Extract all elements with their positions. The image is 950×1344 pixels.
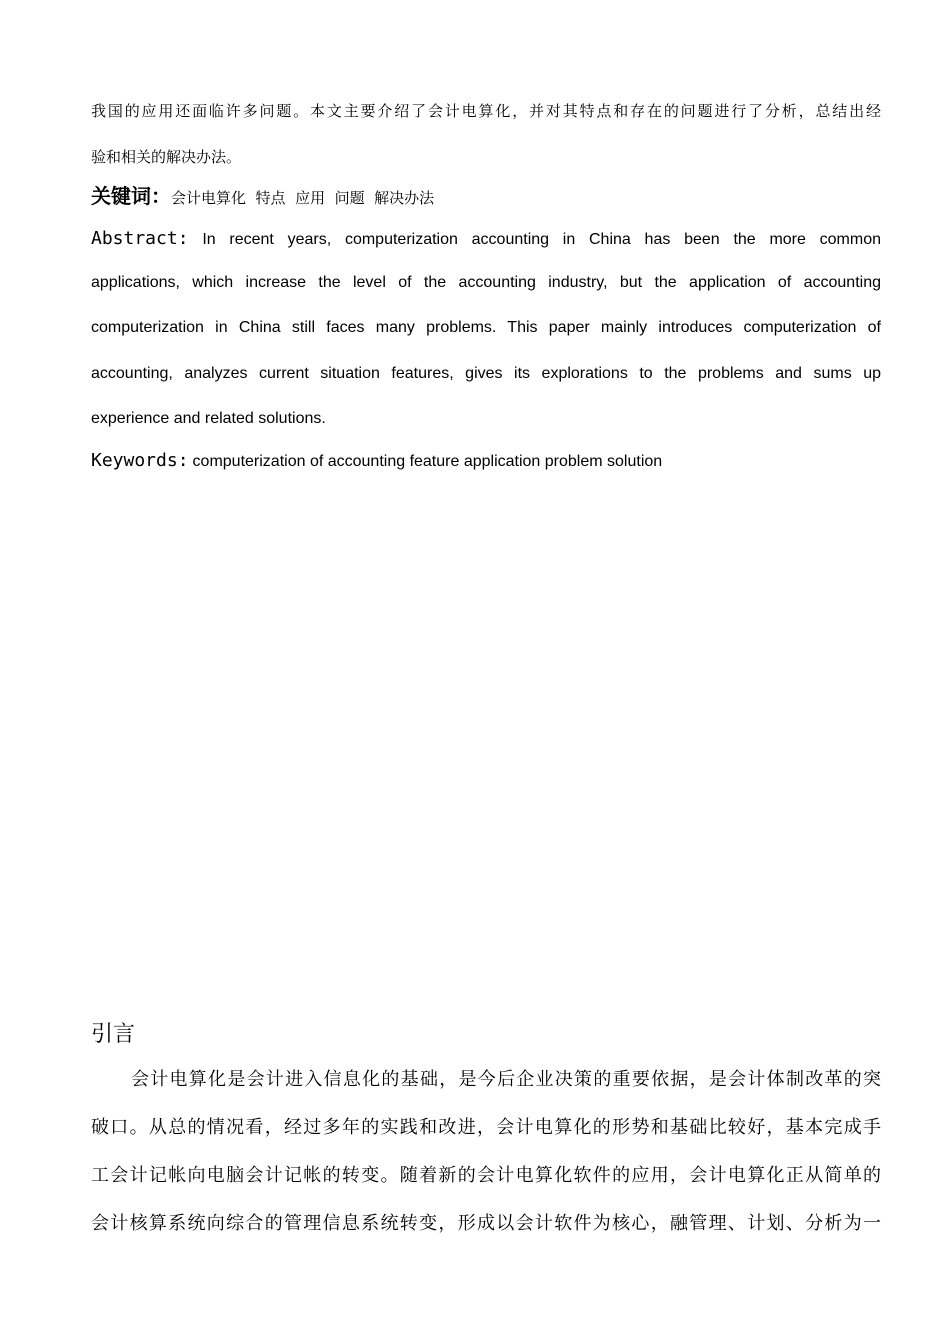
keywords-zh-label: 关键词： — [91, 184, 171, 208]
section-heading: 引言 — [91, 1022, 136, 1047]
abstract-en-line: applications, which increase the level of the accounting industry, but the application of accounting — [91, 274, 881, 291]
intro-paragraph-line: 工会计记帐向电脑会计记帐的转变。随着新的会计电算化软件的应用，会计电算化正从简单的 — [91, 1165, 881, 1186]
intro-paragraph-line: 会计电算化是会计进入信息化的基础，是今后企业决策的重要依据，是会计体制改革的突 — [131, 1069, 881, 1090]
keywords-en-value: computerization of accounting feature application problem solution — [192, 453, 663, 470]
intro-paragraph-line: 会计核算系统向综合的管理信息系统转变，形成以会计软件为核心，融管理、计划、分析为一 — [91, 1213, 881, 1234]
keywords-zh — [91, 180, 434, 209]
abstract-zh-line: 我国的应用还面临许多问题。本文主要介绍了会计电算化，并对其特点和存在的问题进行了分析，总结出经 — [91, 102, 881, 120]
abstract-en-line: accounting, analyzes current situation features, gives its explorations to the problems and sums up — [91, 365, 881, 382]
intro-paragraph-line: 破口。从总的情况看，经过多年的实践和改进，会计电算化的形势和基础比较好，基本完成手 — [91, 1117, 881, 1138]
keywords-zh-value: 会计电算化 特点 应用 问题 解决办法 — [171, 189, 435, 207]
abstract-en-line: computerization in China still faces many problems. This paper mainly introduces computerization of — [91, 319, 881, 336]
keywords-en-label: Keywords: — [91, 450, 189, 471]
abstract-zh-line: 验和相关的解决办法。 — [91, 148, 242, 166]
abstract-en-text: In recent years, computerization accounting in China has been the more common — [202, 231, 882, 248]
abstract-en-line — [91, 216, 881, 262]
abstract-en-label: Abstract: — [91, 228, 189, 249]
abstract-en-line: experience and related solutions. — [91, 410, 326, 427]
keywords-en — [91, 438, 662, 484]
